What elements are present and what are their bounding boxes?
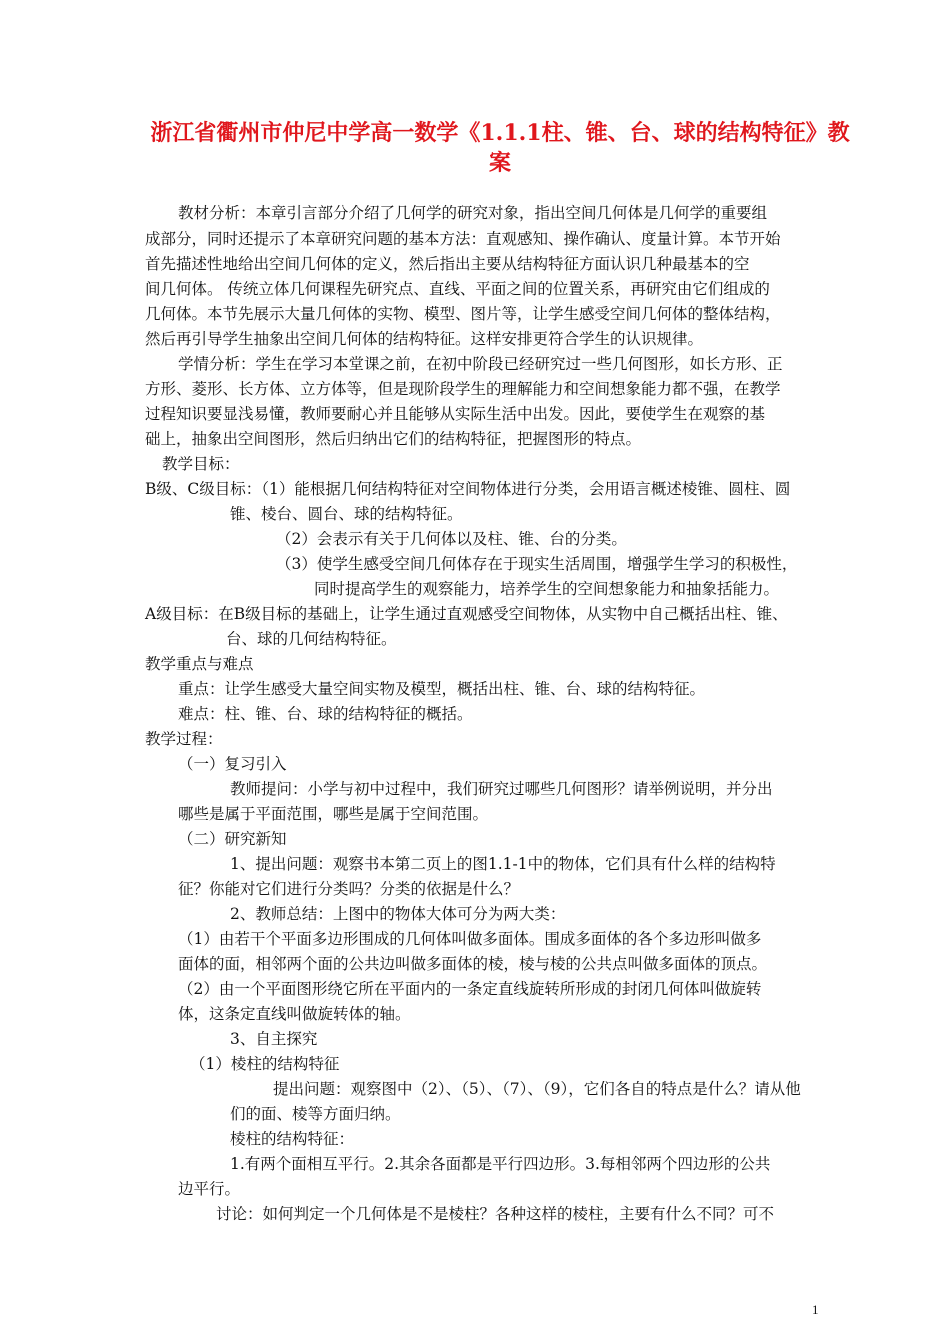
text-line: 棱柱的结构特征： (230, 1130, 355, 1148)
text-line: 础上，抽象出空间图形，然后归纳出它们的结构特征，把握图形的特点。 (145, 430, 642, 448)
text-line: 3、自主探究 (230, 1030, 318, 1048)
text-line: 体，这条定直线叫做旋转体的轴。 (178, 1005, 411, 1023)
text-line: （1）棱柱的结构特征 (190, 1055, 340, 1073)
text-line: （3）使学生感受空间几何体存在于现实生活周围，增强学生学习的积极性， (276, 555, 798, 573)
text-line: （二）研究新知 (178, 830, 287, 848)
text-line: 重点：让学生感受大量空间实物及模型，概括出柱、锥、台、球的结构特征。 (178, 680, 706, 698)
text-line: 们的面、棱等方面归纳。 (230, 1105, 401, 1123)
text-line: （2）由一个平面图形绕它所在平面内的一条定直线旋转所形成的封闭几何体叫做旋转 (178, 980, 762, 998)
text-line: 讨论：如何判定一个几何体是不是棱柱？各种这样的棱柱，主要有什么不同？可不 (216, 1205, 775, 1223)
text-line: 边平行。 (178, 1180, 241, 1198)
text-line: 2、教师总结：上图中的物体大体可分为两大类： (230, 905, 566, 923)
text-line: 台、球的几何结构特征。 (226, 630, 397, 648)
text-line: 提出问题：观察图中（2）、（5）、（7）、（9），它们各自的特点是什么？请从他 (273, 1080, 801, 1098)
text-line: 学情分析：学生在学习本堂课之前，在初中阶段已经研究过一些几何图形，如长方形、正 (178, 355, 783, 373)
text-line: 面体的面，相邻两个面的公共边叫做多面体的棱，棱与棱的公共点叫做多面体的顶点。 (178, 955, 768, 973)
text-line: （2）会表示有关于几何体以及柱、锥、台的分类。 (276, 530, 627, 548)
text-line: （一）复习引入 (178, 755, 287, 773)
text-line: 同时提高学生的观察能力，培养学生的空间想象能力和抽象括能力。 (314, 580, 780, 598)
text-line: 教师提问：小学与初中过程中，我们研究过哪些几何图形？请举例说明，并分出 (230, 780, 773, 798)
text-line: 哪些是属于平面范围，哪些是属于空间范围。 (178, 805, 489, 823)
text-line: B级、C级目标：（1）能根据几何结构特征对空间物体进行分类，会用语言概述棱锥、圆柱、圆 (145, 480, 791, 498)
text-line: 方形、菱形、长方体、立方体等，但是现阶段学生的理解能力和空间想象能力都不强，在教学 (145, 380, 781, 398)
text-line: 教学重点与难点 (145, 655, 254, 673)
text-line: 征？你能对它们进行分类吗？分类的依据是什么？ (178, 880, 520, 898)
text-line: A级目标：在B级目标的基础上，让学生通过直观感受空间物体，从实物中自己概括出柱、锥、 (145, 605, 788, 623)
text-line: 然后再引导学生抽象出空间几何体的结构特征。这样安排更符合学生的认识规律。 (145, 330, 704, 348)
text-line: 过程知识要显浅易懂，教师要耐心并且能够从实际生活中出发。因此，要使学生在观察的基 (145, 405, 766, 423)
text-line: 间几何体。 传统立体几何课程先研究点、直线、平面之间的位置关系，再研究由它们组成的 (145, 280, 770, 298)
text-line: 教材分析：本章引言部分介绍了几何学的研究对象，指出空间几何体是几何学的重要组 (178, 204, 768, 222)
text-line: 1.有两个面相互平行。2.其余各面都是平行四边形。3.每相邻两个四边形的公共 (230, 1155, 771, 1173)
text-line: 锥、棱台、圆台、球的结构特征。 (230, 505, 463, 523)
text-line: 教学目标： (162, 455, 240, 473)
text-line: 成部分，同时还提示了本章研究问题的基本方法：直观感知、操作确认、度量计算。本节开始 (145, 230, 781, 248)
text-line: 难点：柱、锥、台、球的结构特征的概括。 (178, 705, 473, 723)
page-title: 浙江省衢州市仲尼中学高一数学《1.1.1柱、锥、台、球的结构特征》教案 (150, 120, 850, 176)
text-line: 1、提出问题：观察书本第二页上的图1.1-1中的物体，它们具有什么样的结构特 (230, 855, 776, 873)
text-line: 首先描述性地给出空间几何体的定义，然后指出主要从结构特征方面认识几种最基本的空 (145, 255, 750, 273)
text-line: 几何体。本节先展示大量几何体的实物、模型、图片等，让学生感受空间几何体的整体结构， (145, 305, 781, 323)
text-line: （1）由若干个平面多边形围成的几何体叫做多面体。围成多面体的各个多边形叫做多 (178, 930, 762, 948)
page-number: 1 (812, 1302, 819, 1317)
text-line: 教学过程： (145, 730, 223, 748)
